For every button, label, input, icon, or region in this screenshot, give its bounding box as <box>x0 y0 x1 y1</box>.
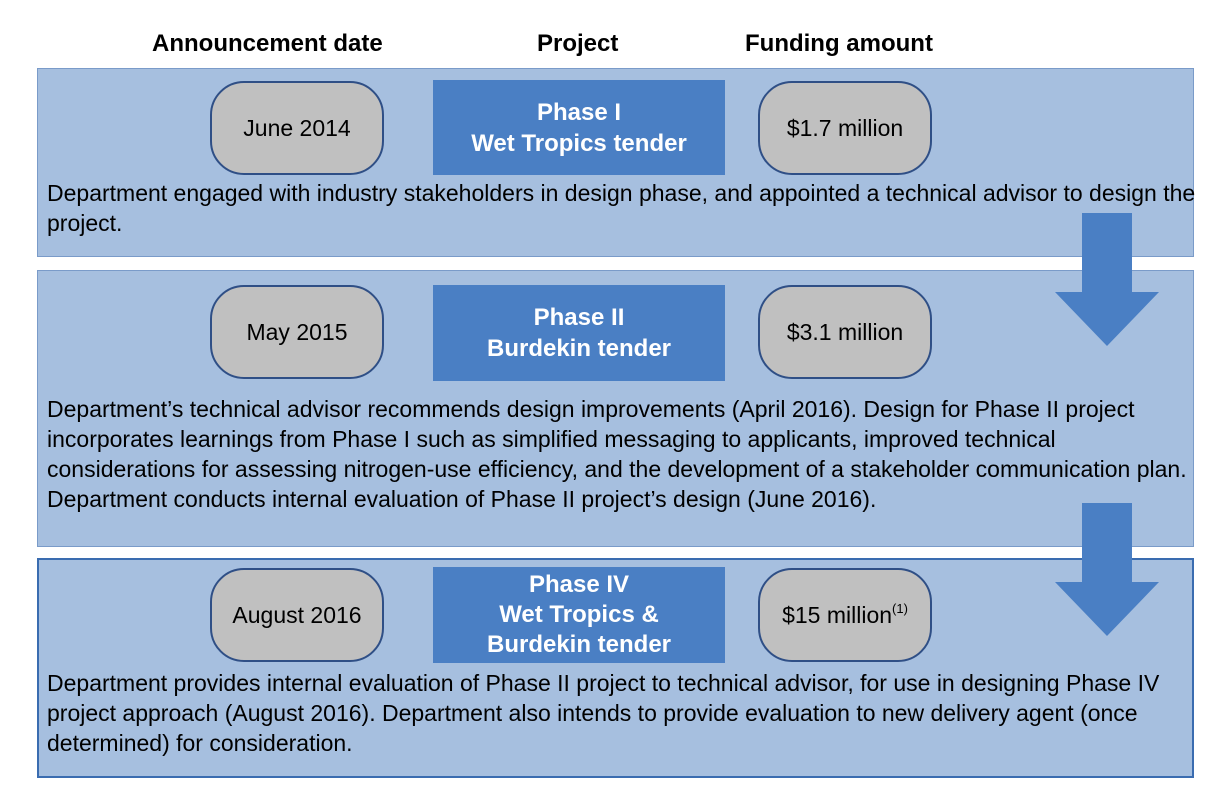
down-arrow-icon <box>1055 213 1159 346</box>
phase-1-project-line-2: Wet Tropics tender <box>471 129 687 157</box>
phase-2-date: May 2015 <box>210 285 384 379</box>
phase-2-project-line-2: Burdekin tender <box>486 335 672 362</box>
phase-4-description-para: Department provides internal evaluation of Phase II project to technical advisor, for use in designing Phase IV project approach (August 2016). Department also intends to provide evaluation to new delivery agent (once determined) for consideration. <box>47 670 1160 756</box>
header-funding-amount: Funding amount <box>745 30 933 57</box>
phase-1-funding: $1.7 million <box>758 81 932 175</box>
down-arrow-icon <box>1055 503 1159 636</box>
header-announcement-date: Announcement date <box>152 30 383 57</box>
phase-1-date: June 2014 <box>210 81 384 175</box>
phase-1-project-line-1: Phase I <box>536 98 622 126</box>
phase-4-project-line-1: Phase IV <box>528 571 630 598</box>
phase-4-description <box>47 668 1187 758</box>
phase-4-project <box>433 567 725 663</box>
phase-2-description <box>47 394 1187 514</box>
phase-4-project-line-3: Burdekin tender <box>486 631 672 658</box>
phase-2-description-para-1: Department’s technical advisor recommends design improvements (April 2016). Design for Phase II project incorporates learnings from Phase I such as simplified messaging to applicants, improved technical considerations for assessing nitrogen-use efficiency, and the development of a stakeholder communication plan. <box>47 396 1187 482</box>
phase-4-funding <box>758 568 932 662</box>
phase-4-funding-footnote: (1) <box>892 600 908 616</box>
header-project: Project <box>537 30 619 57</box>
phase-2-project-line-1: Phase II <box>533 304 625 331</box>
phase-1-project <box>433 80 725 175</box>
phase-4-funding-amount: $15 million <box>782 601 893 628</box>
phase-2-project <box>433 285 725 381</box>
phase-4-date: August 2016 <box>210 568 384 662</box>
phase-1-description <box>47 178 1197 238</box>
phase-4-project-line-2: Wet Tropics & <box>499 601 659 628</box>
phase-1-description-para: Department engaged with industry stakeholders in design phase, and appointed a technical advisor to design the project. <box>47 180 1196 236</box>
phase-2-funding: $3.1 million <box>758 285 932 379</box>
phase-2-description-para-2: Department conducts internal evaluation of Phase II project’s design (June 2016). <box>47 486 877 512</box>
